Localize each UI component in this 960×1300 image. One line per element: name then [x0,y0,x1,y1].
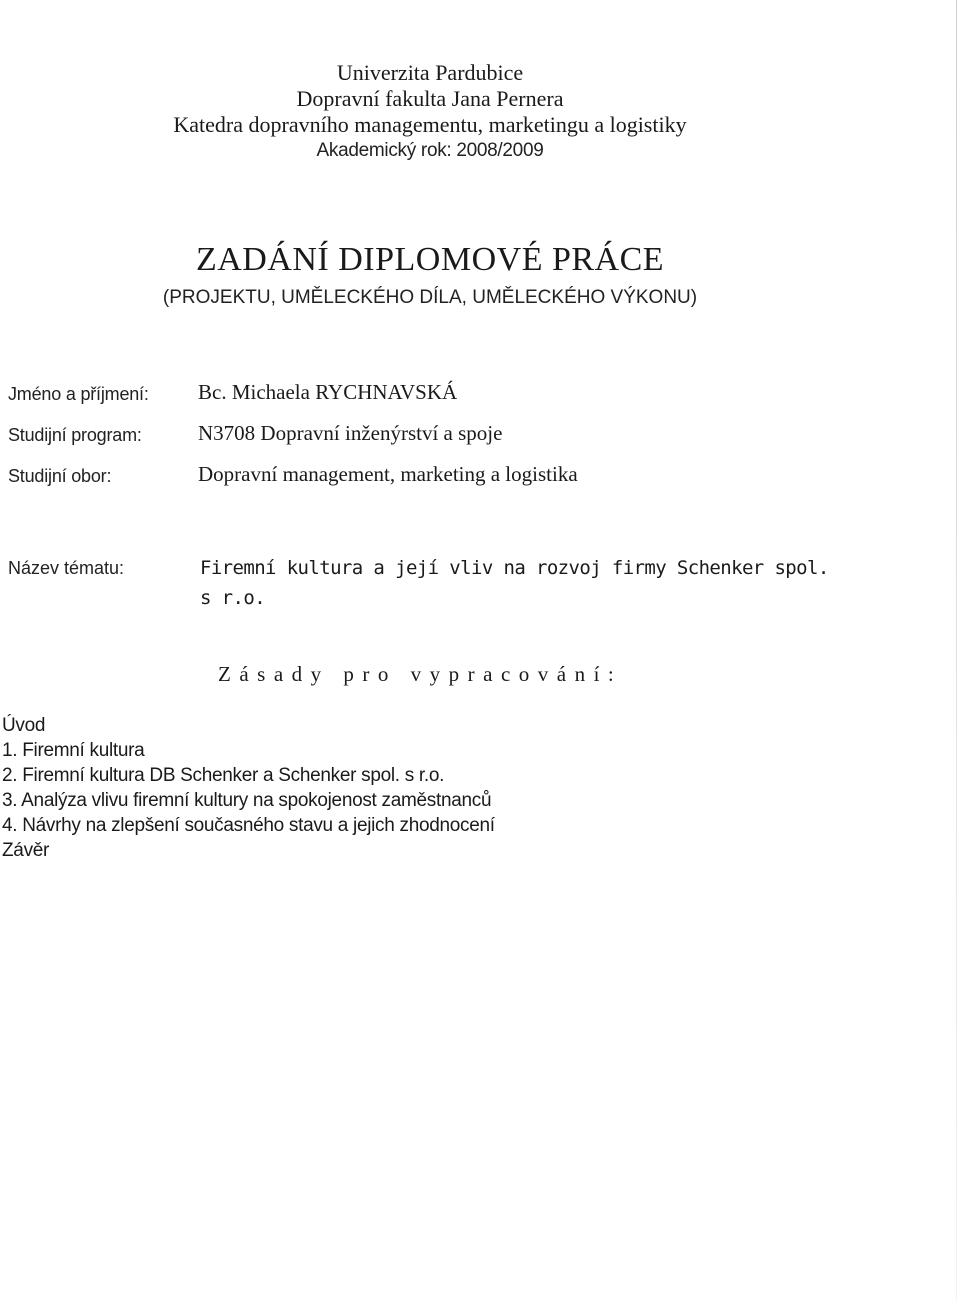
university-name: Univerzita Pardubice [336,60,524,85]
outline-item-3: 3. Analýza vlivu firemní kultury na spokojenost zaměstnanců [2,790,492,811]
student-name-row [8,380,908,410]
study-field-row [8,462,908,492]
document-header [0,60,860,164]
topic-value [200,553,860,613]
scan-edge-line [956,0,957,1300]
study-program-row [8,421,908,451]
academic-year: Akademický rok: 2008/2009 [316,140,544,161]
study-field-value: Dopravní management, marketing a logistika [198,462,578,486]
document-subtitle: (PROJEKTU, UMĚLECKÉHO DÍLA, UMĚLECKÉHO VÝKONU) [162,287,698,308]
study-program-label: Studijní program: [8,425,142,445]
outline-item-intro: Úvod [2,715,46,736]
department-name: Katedra dopravního managementu, marketingu a logistiky [173,112,687,137]
thesis-outline [2,713,495,863]
outline-item-4: 4. Návrhy na zlepšení současného stavu a jejich zhodnocení [2,815,495,836]
faculty-name: Dopravní fakulta Jana Pernera [296,86,564,111]
student-name-value: Bc. Michaela RYCHNAVSKÁ [198,380,458,404]
topic-label: Název tématu: [8,558,125,578]
outline-item-1: 1. Firemní kultura [2,740,145,761]
study-program-value: N3708 Dopravní inženýrství a spoje [198,421,503,445]
topic-line-2: s r.o. [200,587,266,609]
outline-item-conclusion: Závěr [2,840,50,861]
student-name-label: Jméno a příjmení: [8,384,149,404]
title-block [0,238,860,310]
outline-item-2: 2. Firemní kultura DB Schenker a Schenker spol. s r.o. [2,765,445,786]
study-field-label: Studijní obor: [8,466,112,486]
document-title: ZADÁNÍ DIPLOMOVÉ PRÁCE [195,241,665,278]
principles-heading: Zásady pro vypracování: [218,662,623,686]
topic-line-1: Firemní kultura a její vliv na rozvoj firmy Schenker spol. [200,557,829,579]
